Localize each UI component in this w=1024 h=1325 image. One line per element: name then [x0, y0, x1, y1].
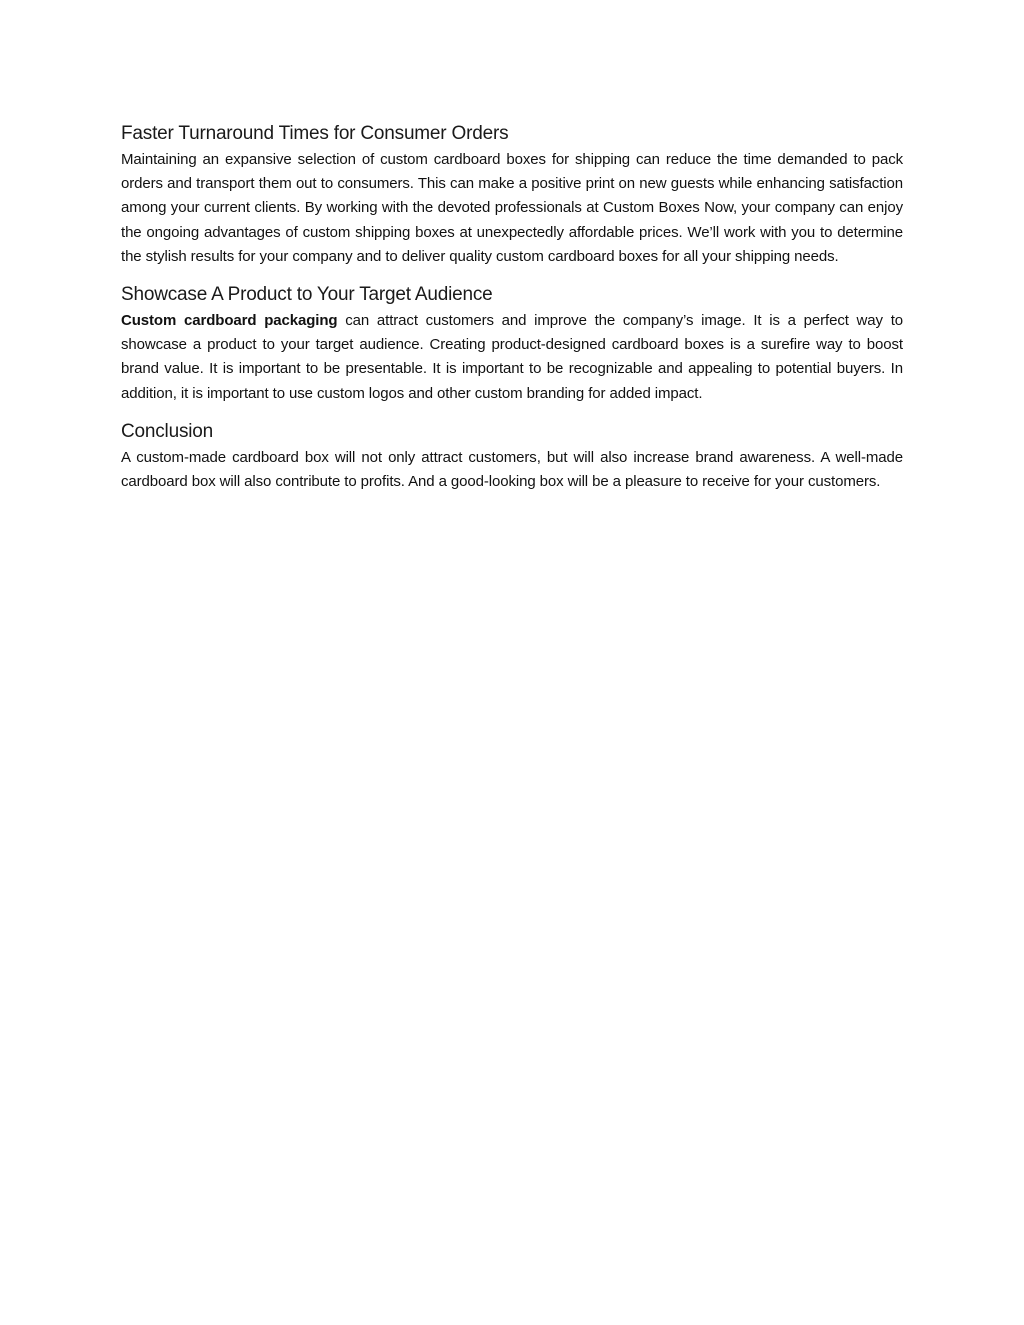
- section-conclusion: [121, 418, 903, 494]
- section-showcase-product: [121, 281, 903, 406]
- section-paragraph: [121, 309, 903, 406]
- section-faster-turnaround: [121, 120, 903, 269]
- paragraph-text: can attract customers and improve the company’s image. It is a perfect way to showcase a product to your target audience. Creating product-designed cardboard boxes is a surefire way to boost brand value. It is important to be presentable. It is important to be recognizable and appealing to potential buyers. In addition, it is important to use custom logos and other custom branding for added impact.: [121, 312, 904, 402]
- bold-lead-phrase: Custom cardboard packaging: [121, 312, 338, 330]
- section-heading: Showcase A Product to Your Target Audience: [121, 284, 493, 306]
- section-paragraph: Maintaining an expansive selection of custom cardboard boxes for shipping can reduce the time demanded to pack orders and transport them out to consumers. This can make a positive print on new guests while enhancing satisfaction among your current clients. By working with the devoted professionals at Custom Boxes Now, your company can enjoy the ongoing advantages of custom shipping boxes at unexpectedly affordable prices. We’ll work with you to determine the stylish results for your company and to deliver quality custom cardboard boxes for all your shipping needs.: [121, 151, 903, 265]
- section-heading: Faster Turnaround Times for Consumer Orders: [121, 123, 509, 144]
- section-heading: Conclusion: [121, 420, 213, 442]
- section-paragraph: A custom-made cardboard box will not only attract customers, but will also increase brand awareness. A well-made cardboard box will also contribute to profits. And a good-looking box will be a pleasure to receive for your customers.: [121, 448, 903, 491]
- document-content: [121, 120, 903, 504]
